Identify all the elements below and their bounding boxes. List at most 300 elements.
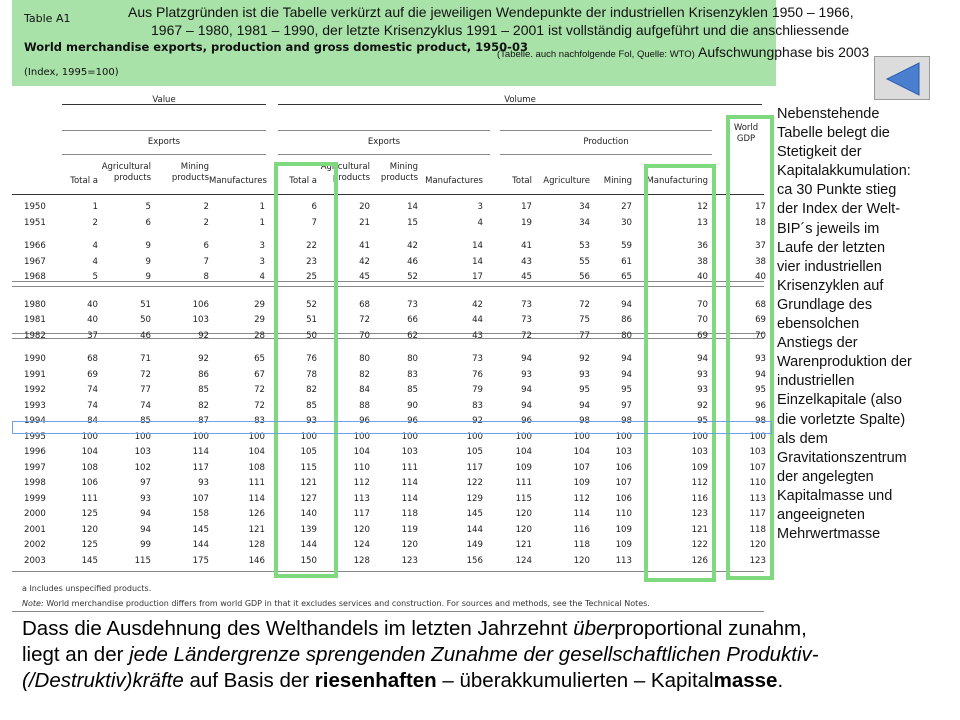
table-cell: 121 [691, 524, 708, 535]
table-cell: 2 [92, 217, 98, 228]
side-text-line: Laufe der letzten [777, 239, 886, 256]
table-cell: 14 [407, 202, 418, 212]
table-cell: 59 [621, 241, 632, 251]
table-cell: 37 [755, 241, 766, 251]
table-cell: 122 [466, 478, 483, 488]
table-cell: 76 [306, 354, 317, 364]
table-cell: 124 [353, 540, 370, 550]
table-cell: 61 [621, 256, 632, 267]
side-text-line: industriellen [777, 373, 855, 390]
table-cell: 114 [192, 447, 209, 457]
table-cell: 93 [579, 369, 590, 380]
table-cell: 17 [755, 202, 766, 212]
table-cell: 109 [615, 524, 632, 535]
table-cell: 94 [579, 400, 590, 411]
table-cell: 99 [140, 540, 151, 550]
table-cell: 97 [621, 400, 632, 411]
table-cell: 69 [697, 330, 708, 341]
table-cell: 103 [401, 447, 418, 457]
table-cell: 80 [407, 354, 418, 364]
table-cell: 94 [697, 354, 708, 364]
table-cell: 84 [359, 385, 370, 395]
table-cell: 118 [401, 509, 418, 519]
row-year: 1980 [24, 299, 46, 310]
table-cell: 12 [697, 202, 708, 212]
table-cell: 100 [134, 431, 151, 442]
table-cell: 2 [203, 217, 209, 228]
side-text-line: Warenproduktion der [777, 354, 912, 371]
table-cell: 107 [192, 493, 209, 504]
table-cell: 94 [140, 524, 151, 535]
table-cell: 115 [134, 555, 151, 566]
footnote-a: a Includes unspecified products. [22, 584, 152, 593]
table-cell: 123 [691, 509, 708, 519]
table-cell: 51 [140, 299, 151, 310]
table-cell: 104 [248, 447, 265, 457]
bottom-line-3 [22, 668, 819, 694]
row-year: 2000 [24, 509, 46, 519]
table-cell: 36 [697, 241, 708, 251]
row-year: 1997 [24, 462, 46, 473]
column-header: Manufactures [425, 176, 483, 186]
table-cell: 103 [691, 447, 708, 457]
row-year: 1967 [24, 256, 46, 267]
table-cell: 114 [248, 493, 265, 504]
table-cell: 73 [521, 315, 532, 325]
table-cell: 69 [87, 369, 98, 380]
table-cell: 120 [353, 524, 370, 535]
table-cell: 96 [359, 416, 370, 426]
row-year: 1950 [24, 202, 46, 212]
column-header: Mining products [380, 162, 418, 183]
table-cell: 109 [615, 540, 632, 550]
column-header: Total a [289, 176, 317, 186]
highlight-world-gdp [726, 115, 774, 580]
table-cell: 104 [515, 447, 532, 457]
table-cell: 114 [401, 478, 418, 488]
table-cell: 125 [81, 509, 98, 519]
row-year: 1990 [24, 354, 46, 364]
row-year: 1982 [24, 330, 46, 341]
table-cell: 45 [521, 272, 532, 282]
table-cell: 120 [515, 509, 532, 519]
bottom-l1-a: Dass die Ausdehnung des Welthandels im letzten Jahrzehnt [22, 617, 574, 640]
table-cell: 117 [192, 462, 209, 473]
table-cell: 95 [755, 385, 766, 395]
table-cell: 70 [697, 315, 708, 325]
table-cell: 78 [306, 369, 317, 380]
table-cell: 156 [466, 555, 483, 566]
table-cell: 120 [81, 524, 98, 535]
table-cell: 145 [192, 524, 209, 535]
table-cell: 104 [353, 447, 370, 457]
table-cell: 144 [192, 540, 209, 550]
table-cell: 19 [521, 217, 532, 228]
row-year: 1993 [24, 400, 46, 411]
table-cell: 109 [573, 478, 590, 488]
table-cell: 38 [755, 256, 766, 267]
table-cell: 98 [621, 416, 632, 426]
table-cell: 50 [140, 315, 151, 325]
back-button[interactable] [874, 56, 930, 100]
table-cell: 121 [515, 540, 532, 550]
table-cell: 144 [466, 524, 483, 535]
column-header: Total [512, 176, 532, 186]
table-cell: 34 [579, 202, 590, 212]
caption-source: (Tabelle. auch nachfolgende Fol, Quelle: WTO) [497, 49, 695, 60]
table-cell: 72 [140, 369, 151, 380]
column-header: Manufacturing [646, 176, 708, 186]
table-cell: 77 [140, 385, 151, 395]
table-cell: 4 [259, 272, 265, 282]
column-header: Mining [603, 176, 632, 186]
table-cell: 145 [466, 509, 483, 519]
table-cell: 144 [300, 540, 317, 550]
table-cell: 73 [407, 299, 418, 310]
side-text-line: ca 30 Punkte stieg [777, 182, 897, 199]
side-text-line: Nebenstehende [777, 106, 880, 122]
table-cell: 109 [515, 462, 532, 473]
table-cell: 124 [515, 555, 532, 566]
table-cell: 20 [359, 202, 370, 212]
table-cell: 4 [92, 256, 98, 267]
side-text-line: angeeigneten [777, 506, 865, 523]
table-cell: 68 [359, 299, 370, 310]
table-cell: 107 [749, 462, 766, 473]
side-text-line: Gravitationszentrum [777, 449, 907, 466]
table-cell: 74 [87, 385, 98, 395]
table-cell: 13 [697, 217, 708, 228]
table-cell: 95 [697, 416, 708, 426]
table-cell: 93 [306, 416, 317, 426]
side-text-line: Kapitalmasse und [777, 487, 893, 504]
table-cell: 62 [407, 330, 418, 341]
side-text-line: Mehrwertmasse [777, 526, 881, 543]
table-cell: 52 [306, 299, 317, 310]
table-cell: 112 [353, 478, 370, 488]
table-cell: 40 [87, 315, 98, 325]
table-cell: 110 [749, 478, 766, 488]
row-year: 2003 [24, 555, 46, 566]
column-header: Manufactures [209, 176, 267, 186]
table-cell: 88 [359, 400, 370, 411]
table-cell: 17 [521, 202, 532, 212]
table-label: Table A1 [24, 12, 71, 25]
table-cell: 65 [621, 272, 632, 282]
back-arrow-icon [875, 57, 931, 101]
side-text-line: der angelegten [777, 468, 874, 485]
table-cell: 120 [515, 524, 532, 535]
table-cell: 85 [407, 385, 418, 395]
table-cell: 82 [198, 400, 209, 411]
table-cell: 117 [466, 462, 483, 473]
table-cell: 9 [145, 256, 151, 267]
footnote-note-label: Note: [22, 599, 44, 608]
table-cell: 100 [81, 431, 98, 442]
table-cell: 28 [254, 330, 265, 341]
table-cell: 115 [300, 462, 317, 473]
table-cell: 25 [306, 272, 317, 282]
table-cell: 119 [401, 524, 418, 535]
table-cell: 14 [472, 241, 483, 251]
bottom-l2-a: liegt an der [22, 643, 130, 666]
table-cell: 98 [755, 416, 766, 426]
table-cell: 68 [87, 354, 98, 364]
table-cell: 72 [521, 330, 532, 341]
table-cell: 65 [254, 354, 265, 364]
table-cell: 6 [311, 202, 317, 212]
table-cell: 34 [579, 217, 590, 228]
table-cell: 96 [407, 416, 418, 426]
caption-line-3-rest: Aufschwungphase bis 2003 [697, 44, 870, 60]
table-cell: 76 [472, 369, 483, 380]
table-cell: 158 [192, 509, 209, 519]
table-cell: 121 [300, 478, 317, 488]
table-cell: 45 [359, 272, 370, 282]
table-cell: 104 [81, 447, 98, 457]
table-cell: 150 [300, 555, 317, 566]
table-cell: 7 [203, 256, 209, 267]
row-year: 1981 [24, 315, 46, 325]
column-header: Agricultural products [320, 162, 370, 183]
table-cell: 2 [203, 202, 209, 212]
side-text-line: ebensolchen [777, 316, 860, 333]
side-text-line: Einzelkapitale (also [777, 392, 902, 409]
side-text-line: Stetigkeit der [777, 144, 862, 161]
table-cell: 87 [198, 416, 209, 426]
table-cell: 46 [407, 256, 418, 267]
table-cell: 23 [306, 256, 317, 267]
table-cell: 103 [192, 315, 209, 325]
table-cell: 105 [300, 447, 317, 457]
table-cell: 111 [248, 478, 265, 488]
table-cell: 120 [749, 540, 766, 550]
table-cell: 118 [573, 540, 590, 550]
table-cell: 82 [359, 369, 370, 380]
column-header: Total a [70, 176, 98, 186]
table-cell: 6 [145, 217, 151, 228]
table-cell: 103 [134, 447, 151, 457]
bottom-line-2 [22, 642, 819, 668]
caption-line-1: Aus Platzgründen ist die Tabelle verkürzt auf die jeweiligen Wendepunkte der industriellen Krisenzyklen 1950 – 1966, [128, 4, 854, 20]
row-year: 2001 [24, 524, 46, 535]
table-cell: 82 [306, 385, 317, 395]
header-volume: Volume [504, 95, 536, 105]
row-year: 1995 [24, 431, 46, 442]
table-cell: 38 [697, 256, 708, 267]
table-cell: 111 [81, 493, 98, 504]
bottom-line-1 [22, 616, 819, 642]
table-cell: 83 [472, 400, 483, 411]
table-cell: 105 [466, 447, 483, 457]
table-cell: 94 [140, 509, 151, 519]
table-cell: 73 [521, 299, 532, 310]
table-cell: 104 [573, 447, 590, 457]
table-cell: 94 [621, 369, 632, 380]
column-header: Mining products [171, 162, 209, 183]
highlight-volume-exports-total [274, 162, 338, 578]
table-cell: 116 [691, 493, 708, 504]
table-cell: 127 [300, 493, 317, 504]
table-cell: 118 [749, 524, 766, 535]
header-world-gdp: World GDP [733, 123, 759, 144]
side-commentary [777, 105, 957, 544]
table-cell: 70 [755, 330, 766, 341]
table-cell: 85 [306, 400, 317, 411]
table-cell: 83 [407, 369, 418, 380]
table-cell: 100 [300, 431, 317, 442]
side-text-line: Krisenzyklen auf [777, 277, 884, 294]
table-cell: 21 [359, 217, 370, 228]
table-cell: 114 [401, 493, 418, 504]
table-cell: 112 [573, 493, 590, 504]
table-cell: 100 [466, 431, 483, 442]
table-cell: 93 [697, 369, 708, 380]
table-cell: 17 [472, 272, 483, 282]
side-text-line: vier industriellen [777, 258, 882, 275]
table-cell: 3 [477, 202, 483, 212]
table-cell: 18 [755, 217, 766, 228]
table-cell: 106 [81, 478, 98, 488]
table-cell: 126 [248, 509, 265, 519]
bottom-l3-a: (/Destruktiv)kräfte [22, 669, 184, 692]
table-cell: 94 [521, 354, 532, 364]
table-cell: 67 [254, 369, 265, 380]
table-cell: 69 [755, 315, 766, 325]
table-cell: 116 [573, 524, 590, 535]
table-cell: 98 [579, 416, 590, 426]
column-header: Agricultural products [101, 162, 151, 183]
side-text-line: der Index der Welt- [777, 201, 901, 218]
table-cell: 44 [472, 315, 483, 325]
table-cell: 111 [515, 478, 532, 488]
table-cell: 86 [198, 369, 209, 380]
row-year: 1994 [24, 416, 46, 426]
table-cell: 46 [140, 330, 151, 341]
table-cell: 120 [401, 540, 418, 550]
table-cell: 100 [401, 431, 418, 442]
table-index-note: (Index, 1995=100) [24, 67, 119, 78]
table-cell: 107 [573, 462, 590, 473]
table-cell: 75 [579, 315, 590, 325]
table-cell: 122 [691, 540, 708, 550]
table-cell: 110 [615, 509, 632, 519]
table-cell: 120 [573, 555, 590, 566]
table-cell: 84 [87, 416, 98, 426]
table-cell: 96 [755, 400, 766, 411]
table-cell: 106 [615, 462, 632, 473]
table-cell: 50 [306, 330, 317, 341]
table-cell: 115 [515, 493, 532, 504]
table-cell: 100 [515, 431, 532, 442]
table-cell: 74 [140, 400, 151, 411]
side-text-line: Tabelle belegt die [777, 125, 890, 142]
table-cell: 3 [259, 256, 265, 267]
row-year: 1966 [24, 241, 46, 251]
table-cell: 94 [621, 354, 632, 364]
table-cell: 86 [621, 315, 632, 325]
table-cell: 117 [353, 509, 370, 519]
table-cell: 7 [311, 217, 317, 228]
row-year: 1992 [24, 385, 46, 395]
table-cell: 73 [472, 354, 483, 364]
table-cell: 72 [254, 400, 265, 411]
table-cell: 92 [472, 416, 483, 426]
table-cell: 94 [521, 385, 532, 395]
table-cell: 93 [198, 478, 209, 488]
table-cell: 103 [615, 447, 632, 457]
table-cell: 94 [621, 299, 632, 310]
footnote-note-text: World merchandise production differs from world GDP in that it excludes services and construction. For sources and methods, see the Technical Notes. [46, 599, 650, 608]
table-cell: 5 [145, 202, 151, 212]
column-header: Agriculture [543, 176, 590, 186]
side-text-line: die vorletzte Spalte) [777, 411, 906, 428]
table-cell: 42 [407, 241, 418, 251]
bottom-l3-d: – überakkumulierten – Kapital [436, 669, 714, 692]
table-cell: 123 [401, 555, 418, 566]
table-cell: 29 [254, 315, 265, 325]
table-cell: 30 [621, 217, 632, 228]
table-cell: 100 [749, 431, 766, 442]
table-cell: 94 [521, 400, 532, 411]
row-year: 1996 [24, 447, 46, 457]
table-cell: 15 [407, 217, 418, 228]
table-cell: 128 [353, 555, 370, 566]
table-cell: 40 [755, 272, 766, 282]
table-cell: 100 [248, 431, 265, 442]
side-text-line: Kapitalakkumulation: [777, 163, 911, 180]
side-text-line: als dem [777, 430, 828, 447]
table-cell: 146 [248, 555, 265, 566]
table-cell: 1 [259, 217, 265, 228]
table-cell: 114 [573, 509, 590, 519]
table-cell: 70 [697, 299, 708, 310]
table-cell: 66 [407, 315, 418, 325]
table-cell: 71 [140, 354, 151, 364]
highlight-row-1995 [12, 421, 772, 434]
table-cell: 96 [521, 416, 532, 426]
bottom-paragraph [22, 616, 819, 694]
row-year: 1968 [24, 272, 46, 282]
table-cell: 108 [81, 462, 98, 473]
table-cell: 83 [254, 416, 265, 426]
table-cell: 22 [306, 241, 317, 251]
table-cell: 1 [259, 202, 265, 212]
table-cell: 42 [359, 256, 370, 267]
table-cell: 4 [477, 217, 483, 228]
table-cell: 97 [140, 478, 151, 488]
table-cell: 27 [621, 202, 632, 212]
table-cell: 90 [407, 400, 418, 411]
table-cell: 128 [248, 540, 265, 550]
table-cell: 149 [466, 540, 483, 550]
table-cell: 113 [353, 493, 370, 504]
table-cell: 92 [697, 400, 708, 411]
row-year: 1951 [24, 217, 46, 228]
table-cell: 70 [359, 330, 370, 341]
table-cell: 93 [521, 369, 532, 380]
table-cell: 113 [615, 555, 632, 566]
table-cell: 1 [92, 202, 98, 212]
table-cell: 109 [691, 462, 708, 473]
table-cell: 6 [203, 241, 209, 251]
table-cell: 9 [145, 241, 151, 251]
table-cell: 41 [521, 241, 532, 251]
caption-line-2: 1967 – 1980, 1981 – 1990, der letzte Krisenzyklus 1991 – 2001 ist vollständig aufgeführt und die anschliessende [151, 22, 850, 38]
caption-line-3 [497, 43, 869, 64]
table-cell: 103 [749, 447, 766, 457]
table-cell: 102 [134, 462, 151, 473]
